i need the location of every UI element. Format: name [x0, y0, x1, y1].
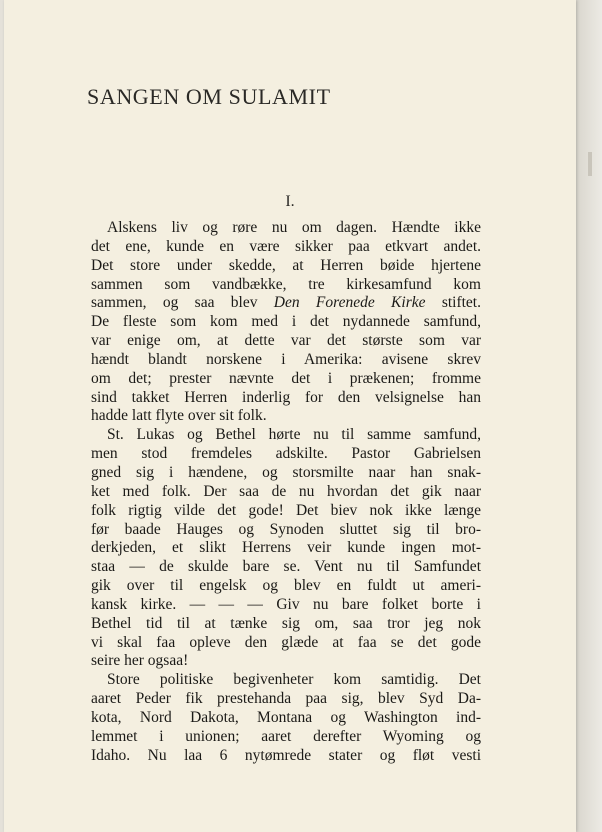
text-line: vi skal faa opleve den glæde at faa se det gode	[91, 633, 481, 651]
text-line: om det; prester nævnte det i prækenen; fromme	[91, 369, 481, 387]
text-line: sind takket Herren inderlig for den velsignelse han	[91, 388, 481, 406]
text-line: lemmet i unionen; aaret derefter Wyoming og	[91, 727, 481, 745]
text-line-with-emphasis	[91, 294, 481, 313]
text-line: var enige om, at dette var det største som var	[91, 332, 481, 350]
page-edge	[576, 0, 602, 832]
text-segment: sammen, og saa blev	[91, 294, 274, 312]
text-segment: stiftet.	[425, 294, 481, 312]
body-text	[91, 219, 481, 765]
text-line: folk rigtig vilde det gode! Det biev nok ikke længe	[91, 501, 481, 519]
text-line: det ene, kunde en være sikker paa etkvart andet.	[91, 237, 481, 255]
text-line: hadde latt flyte over sit folk.	[91, 407, 267, 425]
chapter-title: SANGEN OM SULAMIT	[87, 84, 331, 109]
text-line: kansk kirke. — — — Giv nu bare folket borte i	[91, 595, 481, 613]
text-line: derkjeden, et slikt Herrens veir kunde ingen mot-	[91, 539, 481, 557]
text-line: seire her ogsaa!	[91, 652, 189, 670]
text-line: før baade Hauges og Synoden sluttet sig til bro-	[91, 520, 481, 538]
text-line: staa — de skulde bare se. Vent nu til Samfundet	[91, 558, 481, 576]
binding-mark	[588, 152, 592, 176]
text-line: ket med folk. Der saa de nu hvordan det gik naar	[91, 482, 481, 500]
text-line: Det store under skedde, at Herren bøide hjertene	[91, 256, 481, 274]
text-line: Store politiske begivenheter kom samtidig. Det	[107, 671, 481, 689]
church-name-emphasis: Den Forenede Kirke	[273, 294, 426, 312]
text-line: Idaho. Nu laa 6 nytømrede stater og fløt vesti	[91, 746, 481, 764]
text-line: gned sig i hændene, og storsmilte naar han snak-	[91, 463, 481, 481]
text-line: De fleste som kom med i det nydannede samfund,	[91, 313, 481, 331]
text-line: St. Lukas og Bethel hørte nu til samme samfund,	[107, 426, 481, 444]
section-number: I.	[285, 193, 295, 210]
text-line: sammen som vandbække, tre kirkesamfund kom	[91, 275, 481, 293]
text-line: gik over til engelsk og blev en fuldt ut ameri-	[91, 577, 481, 595]
text-line: Bethel tid til at tænke sig om, saa tror jeg nok	[91, 614, 481, 632]
text-line: Alskens liv og røre nu om dagen. Hændte ikke	[107, 219, 481, 236]
book-page	[4, 0, 576, 832]
text-line: men stod fremdeles adskilte. Pastor Gabrielsen	[91, 445, 481, 463]
text-line: aaret Peder fik prestehanda paa sig, blev Syd Da-	[91, 690, 481, 708]
text-line: hændt blandt norskene i Amerika: avisene skrev	[91, 350, 481, 368]
text-line: kota, Nord Dakota, Montana og Washington ind-	[91, 708, 481, 726]
